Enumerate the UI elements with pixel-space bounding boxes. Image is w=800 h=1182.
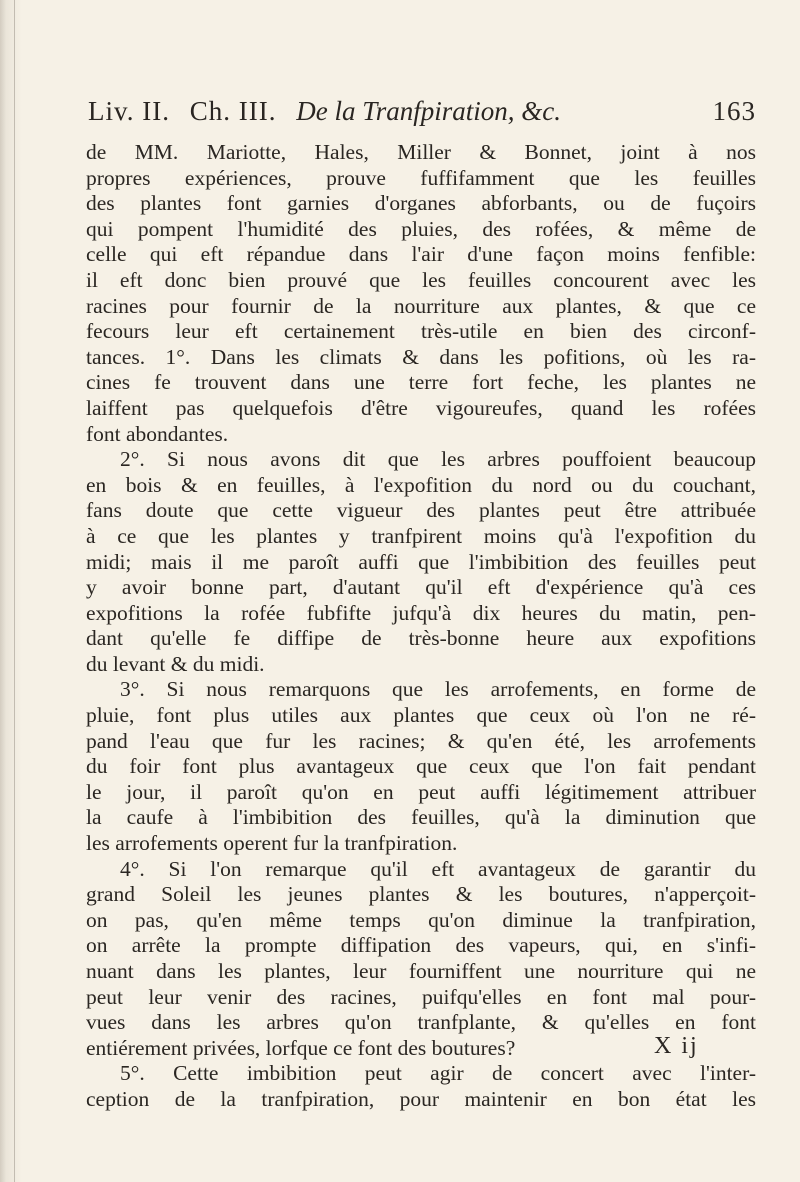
text-line: on pas, qu'en même temps qu'on diminue la tranfpiration, xyxy=(86,907,756,932)
text-line: pluie, font plus utiles aux plantes que ceux où l'on ne ré- xyxy=(86,703,756,728)
text-line: 2°. Si nous avons dit que les arbres pouffoient beaucoup xyxy=(120,447,756,472)
text-line: il eft donc bien prouvé que les feuilles concourent avec les xyxy=(86,267,756,292)
text-line: peut leur venir des racines, puifqu'elles en font mal pour- xyxy=(86,984,756,1009)
text-line: fans doute que cette vigueur des plantes peut être attribuée xyxy=(86,498,756,523)
text-line: grand Soleil les jeunes plantes & les boutures, n'apperçoit- xyxy=(86,882,756,907)
text-line: la caufe à l'imbibition des feuilles, qu'à la diminution que xyxy=(86,805,756,830)
text-line: qui pompent l'humidité des pluies, des rofées, & même de xyxy=(86,216,756,241)
text-line: expofitions la rofée fubfifte jufqu'à dix heures du matin, pen- xyxy=(86,600,756,625)
text-line: en bois & en feuilles, à l'expofition du nord ou du couchant, xyxy=(86,472,756,497)
text-line: vues dans les arbres qu'on tranfplante, & qu'elles en font xyxy=(86,1010,756,1035)
text-line: on arrête la prompte diffipation des vapeurs, qui, en s'infi- xyxy=(86,933,756,958)
page-body xyxy=(86,140,756,1113)
text-line: les arrofements operent fur la tranfpiration. xyxy=(86,831,458,856)
text-line: entiérement privées, lorfque ce font des boutures? xyxy=(86,1035,516,1060)
page-gutter xyxy=(14,0,15,1182)
text-line: nuant dans les plantes, leur fourniffent une nourriture qui ne xyxy=(86,959,756,983)
text-line: du levant & du midi. xyxy=(86,651,265,676)
text-line: propres expériences, prouve fuffifamment que les feuilles xyxy=(86,165,756,190)
page-number: 163 xyxy=(712,96,756,126)
text-line: midi; mais il me paroît auffi que l'imbibition des feuilles peut xyxy=(86,549,756,574)
header-title: De la Tranfpiration, &c. xyxy=(296,96,561,126)
text-line: du foir font plus avantageux que ceux que l'on fait pendant xyxy=(86,754,756,779)
text-line: font abondantes. xyxy=(86,421,229,446)
text-line: laiffent pas quelquefois d'être vigoureufes, quand les rofées xyxy=(86,395,756,420)
text-line: cines fe trouvent dans une terre fort feche, les plantes ne xyxy=(86,370,756,395)
text-line: des plantes font garnies d'organes abforbants, ou de fuçoirs xyxy=(86,191,756,216)
text-line: 5°. Cette imbibition peut agir de concert avec l'inter- xyxy=(120,1061,756,1086)
text-line: à ce que les plantes y tranfpirent moins qu'à l'expofition du xyxy=(86,523,756,548)
text-line: pand l'eau que fur les racines; & qu'en été, les arrofements xyxy=(86,728,756,753)
header-chapter: Ch. III. xyxy=(189,96,277,126)
text-line: dant qu'elle fe diffipe de très-bonne heure aux expofitions xyxy=(86,626,756,651)
text-line: 4°. Si l'on remarque qu'il eft avantageux de garantir du xyxy=(120,856,756,881)
text-line: 3°. Si nous remarquons que les arrofements, en forme de xyxy=(120,677,756,702)
text-line: ception de la tranfpiration, pour maintenir en bon état les xyxy=(86,1086,756,1111)
text-line: celle qui eft répandue dans l'air d'une façon moins fenfible: xyxy=(86,242,756,267)
header-book: Liv. II. xyxy=(88,96,170,126)
signature-mark: X ij xyxy=(654,1033,699,1059)
text-line: le jour, il paroît qu'on en peut auffi légitimement attribuer xyxy=(86,779,756,804)
text-line: fecours leur eft certainement très-utile en bien des circonf- xyxy=(86,319,756,344)
running-header xyxy=(88,96,756,136)
text-line: de MM. Mariotte, Hales, Miller & Bonnet, joint à nos xyxy=(86,140,756,164)
text-line: racines pour fournir de la nourriture aux plantes, & que ce xyxy=(86,293,756,318)
text-line: y avoir bonne part, d'autant qu'il eft d'expérience qu'à ces xyxy=(86,575,756,600)
text-line: tances. 1°. Dans les climats & dans les pofitions, où les ra- xyxy=(86,344,756,369)
